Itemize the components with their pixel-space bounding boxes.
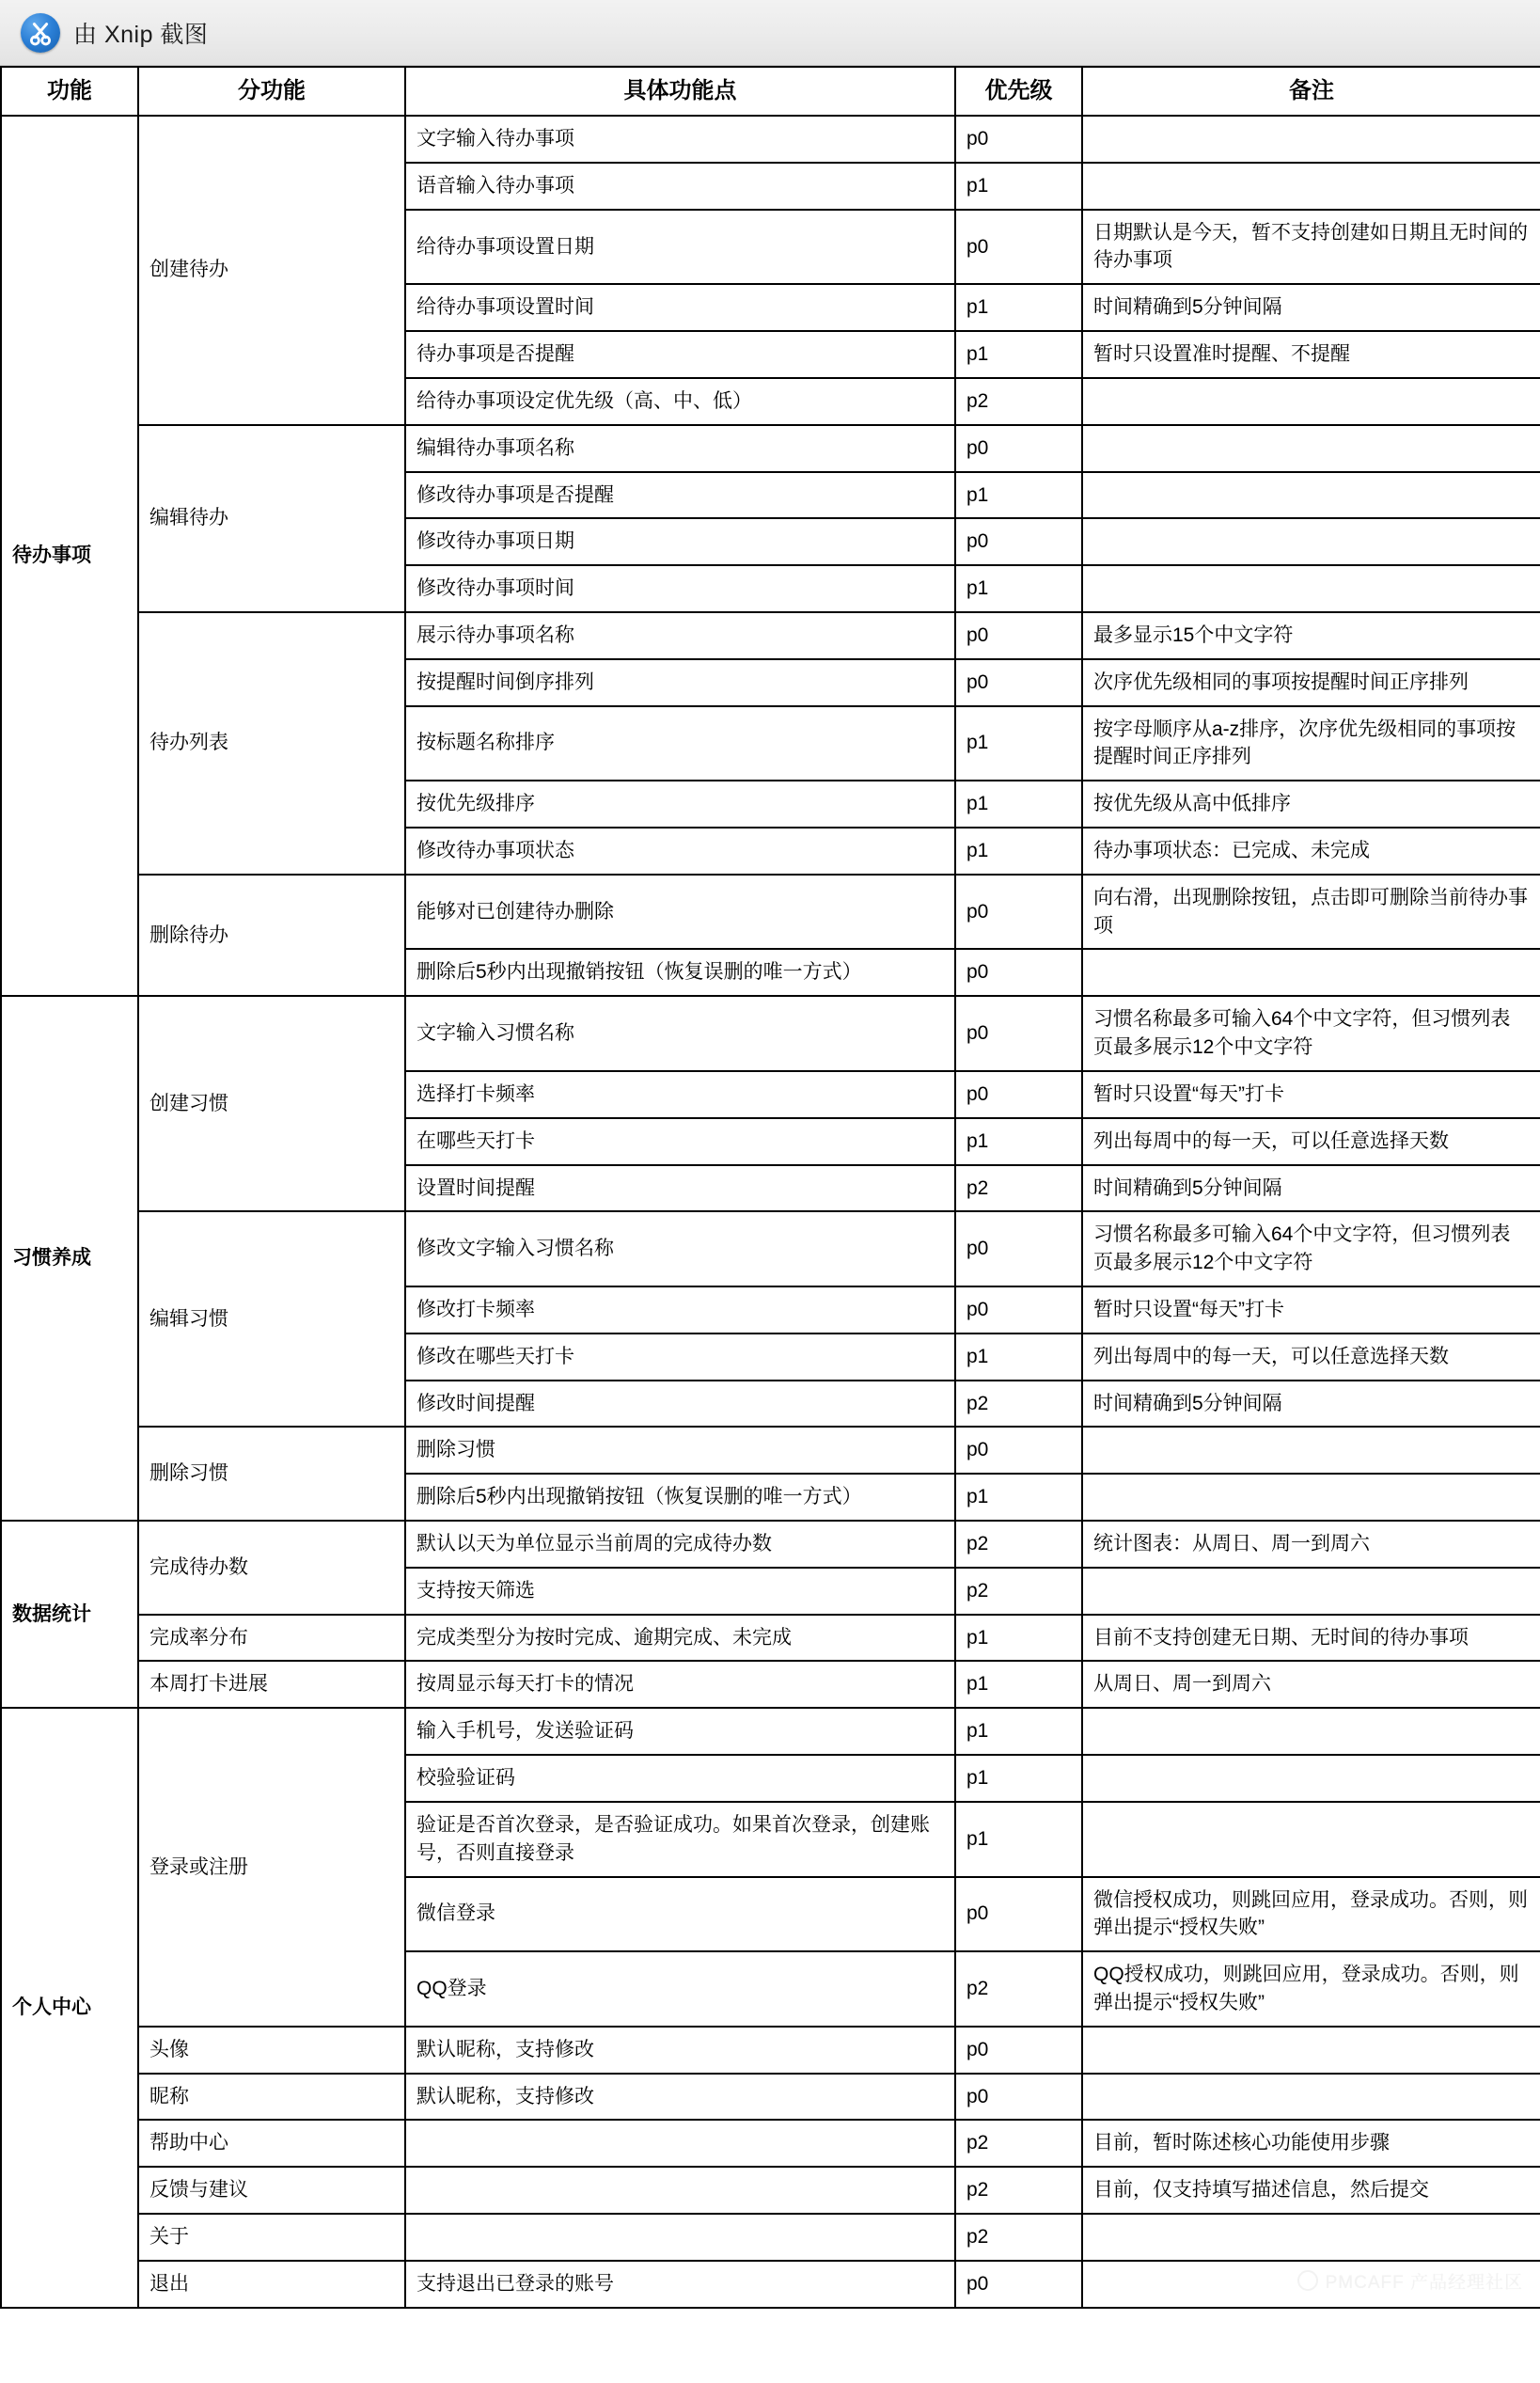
note-cell xyxy=(1082,1474,1540,1521)
note-cell xyxy=(1082,163,1540,210)
table-row xyxy=(1,116,1540,163)
feature-point-cell: 修改文字输入习惯名称 xyxy=(405,1211,955,1286)
table-row xyxy=(1,2261,1540,2308)
column-header-subfeature: 分功能 xyxy=(138,67,405,116)
feature-point-cell: 修改待办事项时间 xyxy=(405,565,955,612)
note-cell xyxy=(1082,2261,1540,2308)
priority-cell: p0 xyxy=(955,2074,1082,2121)
note-cell: 时间精确到5分钟间隔 xyxy=(1082,1381,1540,1428)
table-row xyxy=(1,1521,1540,1568)
note-cell: 列出每周中的每一天，可以任意选择天数 xyxy=(1082,1334,1540,1381)
note-cell: 目前，暂时陈述核心功能使用步骤 xyxy=(1082,2120,1540,2167)
note-cell: 日期默认是今天，暂不支持创建如日期且无时间的待办事项 xyxy=(1082,210,1540,285)
subfeature-cell: 完成待办数 xyxy=(138,1521,405,1615)
table-row xyxy=(1,875,1540,950)
note-cell xyxy=(1082,1802,1540,1877)
subfeature-cell: 创建习惯 xyxy=(138,996,405,1211)
note-cell xyxy=(1082,425,1540,472)
note-cell: 按字母顺序从a-z排序，次序优先级相同的事项按提醒时间正序排列 xyxy=(1082,706,1540,781)
note-cell xyxy=(1082,1708,1540,1755)
feature-point-cell: 微信登录 xyxy=(405,1877,955,1952)
note-cell: 最多显示15个中文字符 xyxy=(1082,612,1540,659)
feature-point-cell: 默认以天为单位显示当前周的完成待办数 xyxy=(405,1521,955,1568)
table-row xyxy=(1,2074,1540,2121)
table-body xyxy=(1,116,1540,2308)
note-cell: 统计图表：从周日、周一到周六 xyxy=(1082,1521,1540,1568)
note-cell xyxy=(1082,1568,1540,1615)
note-cell xyxy=(1082,2027,1540,2074)
table-row xyxy=(1,1661,1540,1708)
feature-cell: 习惯养成 xyxy=(1,996,138,1521)
note-cell: 目前，仅支持填写描述信息，然后提交 xyxy=(1082,2167,1540,2214)
note-cell xyxy=(1082,949,1540,996)
priority-cell: p0 xyxy=(955,1071,1082,1118)
table-row xyxy=(1,612,1540,659)
feature-point-cell: 默认昵称，支持修改 xyxy=(405,2074,955,2121)
priority-cell: p2 xyxy=(955,1568,1082,1615)
priority-cell: p0 xyxy=(955,210,1082,285)
table-row xyxy=(1,1708,1540,1755)
subfeature-cell: 完成率分布 xyxy=(138,1615,405,1662)
priority-cell: p0 xyxy=(955,425,1082,472)
note-cell xyxy=(1082,1755,1540,1802)
feature-point-cell: 给待办事项设置时间 xyxy=(405,284,955,331)
priority-cell: p1 xyxy=(955,163,1082,210)
note-cell: 按优先级从高中低排序 xyxy=(1082,781,1540,828)
feature-point-cell: 能够对已创建待办删除 xyxy=(405,875,955,950)
priority-cell: p0 xyxy=(955,996,1082,1071)
requirements-table xyxy=(0,66,1540,2309)
feature-point-cell: 在哪些天打卡 xyxy=(405,1118,955,1165)
table-row xyxy=(1,2120,1540,2167)
subfeature-cell: 删除习惯 xyxy=(138,1427,405,1521)
feature-point-cell: 删除后5秒内出现撤销按钮（恢复误删的唯一方式） xyxy=(405,949,955,996)
priority-cell: p2 xyxy=(955,1951,1082,2027)
feature-point-cell: 完成类型分为按时完成、逾期完成、未完成 xyxy=(405,1615,955,1662)
subfeature-cell: 创建待办 xyxy=(138,116,405,425)
feature-point-cell: 修改待办事项状态 xyxy=(405,828,955,875)
xnip-scissors-icon xyxy=(21,13,60,53)
xnip-title-label: 由 Xnip 截图 xyxy=(73,21,209,48)
priority-cell: p0 xyxy=(955,659,1082,706)
feature-point-cell: 按标题名称排序 xyxy=(405,706,955,781)
note-cell xyxy=(1082,472,1540,519)
column-header-priority: 优先级 xyxy=(955,67,1082,116)
priority-cell: p1 xyxy=(955,331,1082,378)
priority-cell: p2 xyxy=(955,2214,1082,2261)
table-row xyxy=(1,2214,1540,2261)
subfeature-cell: 帮助中心 xyxy=(138,2120,405,2167)
feature-point-cell: 输入手机号，发送验证码 xyxy=(405,1708,955,1755)
note-cell: 目前不支持创建无日期、无时间的待办事项 xyxy=(1082,1615,1540,1662)
note-cell: 习惯名称最多可输入64个中文字符，但习惯列表页最多展示12个中文字符 xyxy=(1082,1211,1540,1286)
subfeature-cell: 编辑待办 xyxy=(138,425,405,612)
priority-cell: p2 xyxy=(955,1381,1082,1428)
feature-point-cell: 默认昵称，支持修改 xyxy=(405,2027,955,2074)
note-cell: 暂时只设置准时提醒、不提醒 xyxy=(1082,331,1540,378)
note-cell: 时间精确到5分钟间隔 xyxy=(1082,284,1540,331)
priority-cell: p0 xyxy=(955,875,1082,950)
priority-cell: p1 xyxy=(955,565,1082,612)
feature-point-cell: 修改在哪些天打卡 xyxy=(405,1334,955,1381)
feature-point-cell: 修改待办事项日期 xyxy=(405,518,955,565)
priority-cell: p1 xyxy=(955,1802,1082,1877)
feature-point-cell: 给待办事项设定优先级（高、中、低） xyxy=(405,378,955,425)
priority-cell: p0 xyxy=(955,116,1082,163)
feature-point-cell: 给待办事项设置日期 xyxy=(405,210,955,285)
note-cell: 次序优先级相同的事项按提醒时间正序排列 xyxy=(1082,659,1540,706)
feature-point-cell: 文字输入待办事项 xyxy=(405,116,955,163)
note-cell: 从周日、周一到周六 xyxy=(1082,1661,1540,1708)
feature-point-cell: 文字输入习惯名称 xyxy=(405,996,955,1071)
note-cell xyxy=(1082,2074,1540,2121)
note-cell xyxy=(1082,565,1540,612)
subfeature-cell: 退出 xyxy=(138,2261,405,2308)
subfeature-cell: 关于 xyxy=(138,2214,405,2261)
note-cell: 向右滑，出现删除按钮，点击即可删除当前待办事项 xyxy=(1082,875,1540,950)
feature-point-cell: 设置时间提醒 xyxy=(405,1165,955,1212)
priority-cell: p2 xyxy=(955,378,1082,425)
priority-cell: p2 xyxy=(955,2167,1082,2214)
table-row xyxy=(1,996,1540,1071)
priority-cell: p0 xyxy=(955,1877,1082,1952)
note-cell: 习惯名称最多可输入64个中文字符，但习惯列表页最多展示12个中文字符 xyxy=(1082,996,1540,1071)
subfeature-cell: 编辑习惯 xyxy=(138,1211,405,1427)
priority-cell: p1 xyxy=(955,781,1082,828)
priority-cell: p0 xyxy=(955,2027,1082,2074)
priority-cell: p0 xyxy=(955,612,1082,659)
pmcaff-watermark-text: PMCAFF 产品经理社区 xyxy=(1325,2272,1523,2293)
feature-point-cell: 删除后5秒内出现撤销按钮（恢复误删的唯一方式） xyxy=(405,1474,955,1521)
requirements-sheet xyxy=(0,66,1540,2309)
feature-point-cell: 验证是否首次登录，是否验证成功。如果首次登录，创建账号，否则直接登录 xyxy=(405,1802,955,1877)
priority-cell: p1 xyxy=(955,1708,1082,1755)
note-cell xyxy=(1082,2214,1540,2261)
feature-point-cell: 按提醒时间倒序排列 xyxy=(405,659,955,706)
priority-cell: p1 xyxy=(955,1755,1082,1802)
priority-cell: p1 xyxy=(955,284,1082,331)
subfeature-cell: 反馈与建议 xyxy=(138,2167,405,2214)
table-row xyxy=(1,1615,1540,1662)
xnip-title-bar xyxy=(0,0,1540,66)
feature-cell: 个人中心 xyxy=(1,1708,138,2307)
priority-cell: p2 xyxy=(955,1165,1082,1212)
feature-point-cell: 修改打卡频率 xyxy=(405,1286,955,1334)
feature-point-cell: 支持退出已登录的账号 xyxy=(405,2261,955,2308)
feature-point-cell: 校验验证码 xyxy=(405,1755,955,1802)
note-cell xyxy=(1082,116,1540,163)
note-cell xyxy=(1082,1427,1540,1474)
subfeature-cell: 登录或注册 xyxy=(138,1708,405,2027)
note-cell xyxy=(1082,518,1540,565)
priority-cell: p1 xyxy=(955,706,1082,781)
note-cell: QQ授权成功，则跳回应用，登录成功。否则，则弹出提示“授权失败” xyxy=(1082,1951,1540,2027)
table-header-row xyxy=(1,67,1540,116)
table-row xyxy=(1,1427,1540,1474)
subfeature-cell: 删除待办 xyxy=(138,875,405,996)
priority-cell: p0 xyxy=(955,1211,1082,1286)
table-row xyxy=(1,2027,1540,2074)
priority-cell: p1 xyxy=(955,1118,1082,1165)
note-cell: 暂时只设置“每天”打卡 xyxy=(1082,1286,1540,1334)
feature-point-cell: 按周显示每天打卡的情况 xyxy=(405,1661,955,1708)
subfeature-cell: 头像 xyxy=(138,2027,405,2074)
priority-cell: p1 xyxy=(955,828,1082,875)
feature-point-cell: 支持按天筛选 xyxy=(405,1568,955,1615)
feature-cell: 待办事项 xyxy=(1,116,138,996)
feature-point-cell xyxy=(405,2120,955,2167)
feature-point-cell: 按优先级排序 xyxy=(405,781,955,828)
table-row xyxy=(1,2167,1540,2214)
feature-point-cell: QQ登录 xyxy=(405,1951,955,2027)
note-cell: 时间精确到5分钟间隔 xyxy=(1082,1165,1540,1212)
note-cell: 暂时只设置“每天”打卡 xyxy=(1082,1071,1540,1118)
priority-cell: p1 xyxy=(955,1334,1082,1381)
subfeature-cell: 昵称 xyxy=(138,2074,405,2121)
feature-point-cell: 展示待办事项名称 xyxy=(405,612,955,659)
feature-point-cell: 修改待办事项是否提醒 xyxy=(405,472,955,519)
priority-cell: p1 xyxy=(955,1474,1082,1521)
feature-point-cell: 编辑待办事项名称 xyxy=(405,425,955,472)
feature-point-cell xyxy=(405,2167,955,2214)
priority-cell: p1 xyxy=(955,1661,1082,1708)
priority-cell: p1 xyxy=(955,472,1082,519)
table-row xyxy=(1,425,1540,472)
priority-cell: p2 xyxy=(955,1521,1082,1568)
priority-cell: p0 xyxy=(955,1427,1082,1474)
priority-cell: p2 xyxy=(955,2120,1082,2167)
column-header-feature: 功能 xyxy=(1,67,138,116)
feature-point-cell: 修改时间提醒 xyxy=(405,1381,955,1428)
feature-point-cell: 删除习惯 xyxy=(405,1427,955,1474)
note-cell: 微信授权成功，则跳回应用，登录成功。否则，则弹出提示“授权失败” xyxy=(1082,1877,1540,1952)
feature-point-cell: 选择打卡频率 xyxy=(405,1071,955,1118)
priority-cell: p1 xyxy=(955,1615,1082,1662)
feature-cell: 数据统计 xyxy=(1,1521,138,1708)
feature-point-cell: 语音输入待办事项 xyxy=(405,163,955,210)
priority-cell: p0 xyxy=(955,2261,1082,2308)
column-header-note: 备注 xyxy=(1082,67,1540,116)
priority-cell: p0 xyxy=(955,949,1082,996)
subfeature-cell: 本周打卡进展 xyxy=(138,1661,405,1708)
note-cell: 列出每周中的每一天，可以任意选择天数 xyxy=(1082,1118,1540,1165)
table-row xyxy=(1,1211,1540,1286)
feature-point-cell: 待办事项是否提醒 xyxy=(405,331,955,378)
subfeature-cell: 待办列表 xyxy=(138,612,405,875)
column-header-point: 具体功能点 xyxy=(405,67,955,116)
priority-cell: p0 xyxy=(955,1286,1082,1334)
note-cell: 待办事项状态：已完成、未完成 xyxy=(1082,828,1540,875)
note-cell xyxy=(1082,378,1540,425)
feature-point-cell xyxy=(405,2214,955,2261)
priority-cell: p0 xyxy=(955,518,1082,565)
